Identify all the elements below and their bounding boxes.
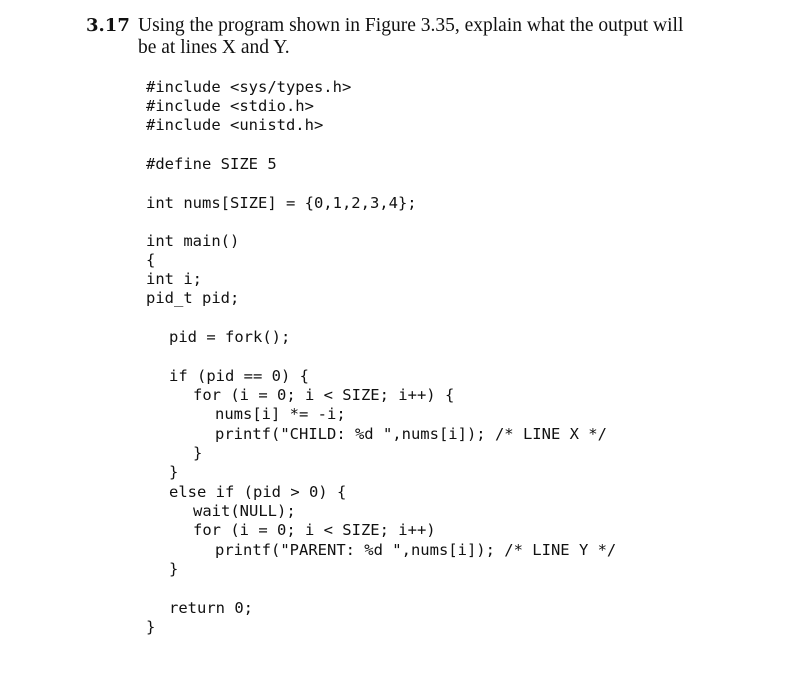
code-line: int main() xyxy=(146,232,240,250)
question-number: 3.17 xyxy=(86,15,130,36)
code-line: int nums[SIZE] = {0,1,2,3,4}; xyxy=(146,194,417,212)
code-line: printf("PARENT: %d ",nums[i]); /* LINE Y */ xyxy=(215,541,617,559)
code-line: { xyxy=(146,251,156,269)
code-line: for (i = 0; i < SIZE; i++) xyxy=(193,521,436,539)
code-line: } xyxy=(169,560,179,578)
code-line: nums[i] *= -i; xyxy=(215,405,346,423)
code-line: int i; xyxy=(146,270,202,288)
code-line: #include <unistd.h> xyxy=(146,116,324,134)
code-line: return 0; xyxy=(169,599,253,617)
code-line: #include <stdio.h> xyxy=(146,97,314,115)
code-line: if (pid == 0) { xyxy=(169,367,309,385)
code-line: else if (pid > 0) { xyxy=(169,483,347,501)
code-line: wait(NULL); xyxy=(193,502,296,520)
question-text-line-2: be at lines X and Y. xyxy=(138,37,290,58)
code-line: } xyxy=(193,444,203,462)
code-line: pid = fork(); xyxy=(169,328,291,346)
code-line: for (i = 0; i < SIZE; i++) { xyxy=(193,386,455,404)
question-text xyxy=(138,15,738,59)
code-line: printf("CHILD: %d ",nums[i]); /* LINE X */ xyxy=(215,425,607,443)
code-line: } xyxy=(169,463,179,481)
code-line: } xyxy=(146,618,156,636)
code-line: pid_t pid; xyxy=(146,289,240,307)
code-line: #include <sys/types.h> xyxy=(146,78,352,96)
question-text-line-1: Using the program shown in Figure 3.35, explain what the output will xyxy=(138,15,684,36)
code-line: #define SIZE 5 xyxy=(146,155,277,173)
